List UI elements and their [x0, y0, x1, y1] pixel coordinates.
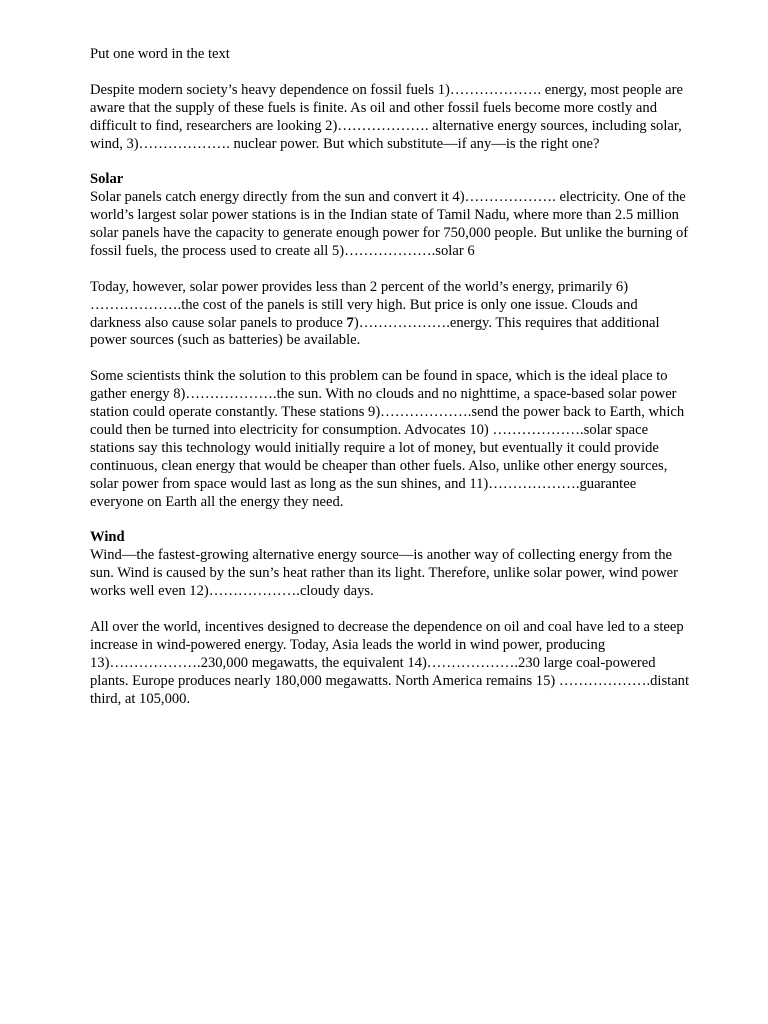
paragraph-gap [90, 261, 690, 279]
wind-paragraph-2: All over the world, incentives designed to decrease the dependence on oil and coal have led to a steep increase in wind-powered energy. Today, Asia leads the world in wind power, producing 13)……………….230,000 megawatts, the equivalent 14)……………….230 large coal-powered plants. Europe produces nearly 180,000 megawatts. North America remains 15) ……………….distant third, at 105,000. [90, 618, 690, 707]
paragraph-gap [90, 350, 690, 368]
solar-paragraph-2 [90, 279, 690, 351]
instruction-text: Put one word in the text [90, 46, 230, 62]
wind-paragraph-1: Wind—the fastest-growing alternative energy source—is another way of collecting energy from the sun. Wind is caused by the sun’s heat rather than its light. Therefore, unlike solar power, wind power works well even 12)……………….cloudy days. [90, 547, 678, 600]
solar-heading: Solar [90, 171, 124, 188]
wind-heading: Wind [90, 529, 125, 546]
solar-paragraph-1: Solar panels catch energy directly from the sun and convert it 4)………………. electricity. One of the world’s largest solar power stations is in the Indian state of Tamil Nadu, where more than 2.5 million solar panels have the capacity to generate enough power for 750,000 people. But unlike the burning of fossil fuels, the process used to create all 5)……………….solar 6 [90, 189, 689, 259]
intro-paragraph: Despite modern society’s heavy dependence on fossil fuels 1)………………. energy, most people are aware that the supply of these fuels is finite. As oil and other fossil fuels become more costly and difficult to find, researchers are looking 2)………………. alternative energy sources, including solar, wind, 3)………………. nuclear power. But which substitute—if any—is the right one? [90, 81, 683, 152]
paragraph-gap [90, 64, 690, 82]
solar-paragraph-2-end: )……………….energy. This requires that additional power sources (such as batteries) be available. [90, 314, 660, 349]
paragraph-gap [90, 512, 690, 530]
blank-number-7: 7 [346, 314, 354, 331]
paragraph-gap [90, 153, 690, 171]
paragraph-gap [90, 601, 690, 619]
solar-paragraph-2-start: Today, however, solar power provides less than 2 percent of the world’s energy, primarily 6) ……………….the cost of the panels is still very high. But price is only one issue. Clouds and darkness also cause solar panels to produce [90, 278, 638, 331]
document-page [90, 46, 690, 708]
solar-paragraph-3: Some scientists think the solution to this problem can be found in space, which is the ideal place to gather energy 8)……………….the sun. With no clouds and no nighttime, a space-based solar power station could operate constantly. These stations 9)……………….send the power back to Earth, which could then be turned into electricity for consumption. Advocates 10) ……………….solar space stations say this technology would initially require a lot of money, but eventually it could provide continuous, clean energy that would be cheaper than other fuels. Also, unlike other energy sources, solar power from space would last as long as the sun shines, and 11)……………….guarantee everyone on Earth all the energy they need. [90, 368, 685, 510]
